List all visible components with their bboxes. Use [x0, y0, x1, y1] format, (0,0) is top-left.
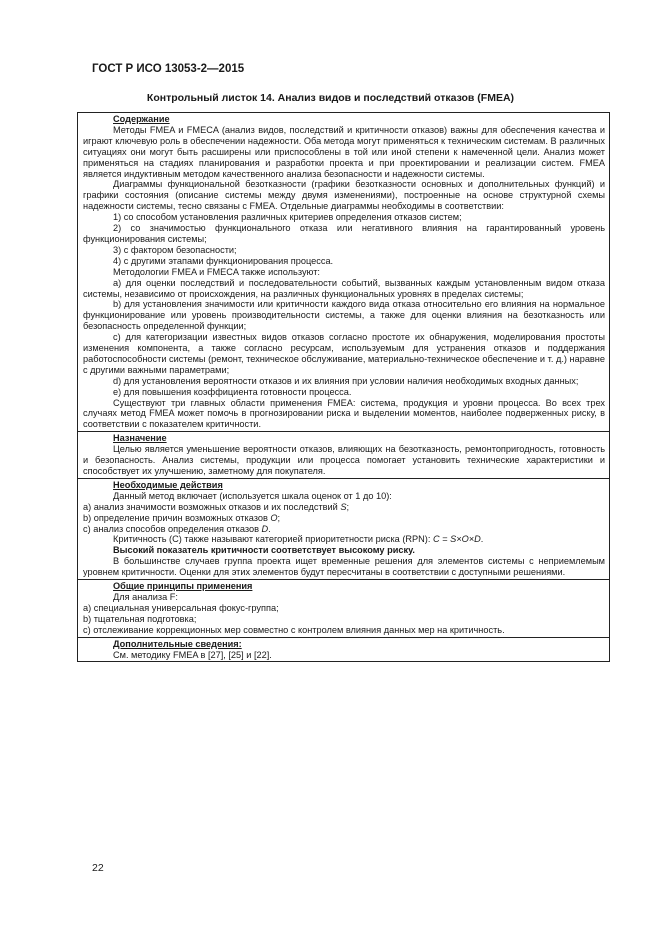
- checklist-table: [77, 112, 610, 662]
- standard-header: ГОСТ Р ИСО 13053-2—2015: [92, 63, 245, 75]
- page-number: 22: [92, 862, 104, 874]
- section-principles: [78, 579, 609, 637]
- criticality-formula: C = S×O×D: [432, 534, 481, 545]
- paragraph: Существуют три главных области применения FMEA: система, продукция и уровни процесса. Во всех трех случаях метод FMEA может помочь в прогнозировании риска и выделении моментов, наиболее подверженных риску, в соответствии с показателем критичности.: [83, 397, 605, 430]
- paragraph: См. методику FMEA в [27], [25] и [22].: [113, 649, 272, 660]
- list-item: 1) со способом установления различных критериев определения отказов систем;: [113, 212, 462, 223]
- section-title-principles: Общие принципы применения: [113, 581, 253, 592]
- paragraph: Диаграммы функциональной безотказности (графики безотказности основных и дополнительных функций) и графики состояния (описание системы между двумя изменениями), построенные на основе структурной схемы надежности системы, тесно связаны с FMEA. Отдельные диаграммы необходимы в соответствии:: [83, 179, 605, 212]
- section-title-contents: Содержание: [113, 114, 170, 124]
- list-item: а) для оценки последствий и последовательности событий, вызванных каждым установленным видом отказа системы, независимо от происхождения, на различных функциональных уровнях в пределах системы;: [83, 277, 605, 299]
- list-item: c) для категоризации известных видов отказов согласно простоте их обнаружения, моделирования простоты изменения компонента, а также согласно ресурсам, используемым для устранения отказов и поддержания работоспособности системы (ремонт, техническое обслуживание, материально-техническое обеспечение и т. д.) наравне с другими важными параметрами;: [83, 332, 605, 375]
- bold-statement: Высокий показатель критичности соответствует высокому риску.: [113, 545, 415, 556]
- paragraph: Данный метод включает (используется шкала оценок от 1 до 10):: [113, 490, 392, 501]
- paragraph: Целью является уменьшение вероятности отказов, влияющих на безотказность, ремонтопригодность, готовность и безопасность. Анализ системы, продукции или процесса помогает установить технические характеристики и способствует их улучшению, заметному для покупателя.: [83, 444, 605, 476]
- list-item: 4) с другими этапами функционирования процесса.: [113, 255, 334, 266]
- list-item: 3) с фактором безопасности;: [113, 244, 237, 255]
- list-item: c) отслеживание коррекционных мер совместно с контролем влияния данных мер на критичность.: [83, 624, 505, 635]
- criticality-line: Критичность (C) также называют категорией приоритетности риска (RPN): C = S×O×D.: [113, 534, 484, 545]
- list-item: 2) со значимостью функционального отказа или негативного влияния на гарантированный уровень функционирования системы;: [83, 223, 605, 244]
- paragraph: Методы FMEA и FMECA (анализ видов, последствий и критичности отказов) важны для обеспечения качества и играют ключевую роль в обеспечении надежности. Оба метода могут применяться к техническим системам. В различных ситуациях они могут быть расширены или приспособлены в той или иной степени к намеченной цели. Анализ может применяться на стадиях планирования и разработки проекта и при проектировании и реализации систем. FMEA является индуктивным методом качественного анализа безопасности и надежности системы.: [83, 124, 605, 179]
- section-title-purpose: Назначение: [113, 433, 167, 444]
- list-item: е) для повышения коэффициента готовности процесса.: [113, 386, 352, 397]
- paragraph: Для анализа F:: [113, 591, 178, 602]
- list-item: b) определение причин возможных отказов O;: [83, 512, 281, 523]
- section-purpose: [78, 431, 609, 478]
- list-item: b) для установления значимости или критичности каждого вида отказа относительно его влияния на нормальное функционирование или уровень производительности системы, а также для оценки влияния на безотказность или безопасность определенной функции;: [83, 299, 605, 332]
- list-item: а) анализ значимости возможных отказов и их последствий S;: [83, 501, 350, 512]
- list-item: а) специальная универсальная фокус-группа;: [83, 602, 279, 613]
- list-item: c) анализ способов определения отказов D.: [83, 523, 271, 534]
- section-additional: [78, 637, 609, 662]
- section-contents: [78, 113, 609, 431]
- list-item: d) для установления вероятности отказов и их влияния при условии наличия необходимых входных данных;: [113, 375, 579, 386]
- list-item: b) тщательная подготовка;: [83, 613, 197, 624]
- paragraph: Методологии FMEA и FMECA также используют:: [113, 266, 320, 277]
- paragraph: В большинстве случаев группа проекта ищет временные решения для элементов системы с неприемлемым уровнем критичности. Оценки для этих элементов будут пересчитаны в соответствии с доступными решениями.: [83, 556, 605, 578]
- checklist-title: Контрольный листок 14. Анализ видов и последствий отказов (FMEA): [146, 92, 515, 104]
- section-title-additional: Дополнительные сведения:: [113, 638, 242, 649]
- section-title-actions: Необходимые действия: [113, 479, 223, 490]
- section-actions: [78, 478, 609, 579]
